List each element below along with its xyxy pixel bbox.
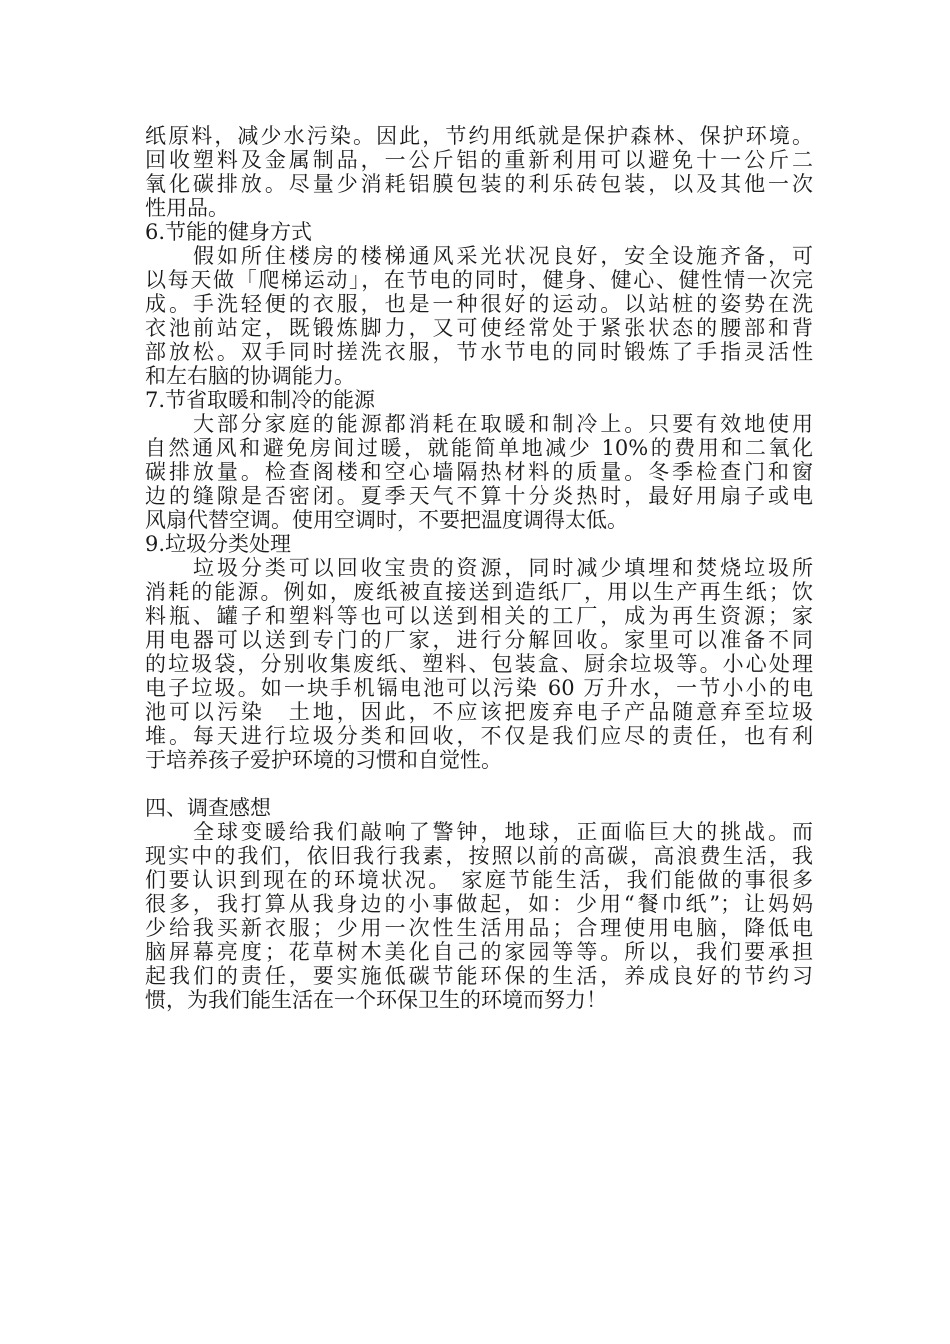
text-line: 现实中的我们，依旧我行我素，按照以前的高碳，高浪费生活，我 — [145, 844, 813, 868]
section-9 — [145, 532, 813, 772]
text-line: 料瓶、罐子和塑料等也可以送到相关的工厂，成为再生资源；家 — [145, 604, 813, 628]
text-line: 池可以污染 土地，因此，不应该把废弃电子产品随意弃至垃圾 — [145, 700, 813, 724]
text-line: 衣池前站定，既锻炼脚力，又可使经常处于紧张状态的腰部和背 — [145, 316, 813, 340]
text-line: 电子垃圾。如一块手机镉电池可以污染 60 万升水，一节小小的电 — [145, 676, 813, 700]
section-heading: 6.节能的健身方式 — [145, 220, 313, 244]
text-line: 以每天做「爬梯运动」，在节电的同时，健身、健心、健性情一次完 — [145, 268, 813, 292]
text-line: 脑屏幕亮度；花草树木美化自己的家园等等。所以，我们要承担 — [145, 940, 813, 964]
text-line: 全球变暖给我们敲响了警钟，地球，正面临巨大的挑战。而 — [193, 820, 813, 844]
text-line: 成。手洗轻便的衣服，也是一种很好的运动。以站桩的姿势在洗 — [145, 292, 813, 316]
section-4 — [145, 796, 813, 1012]
text-line: 性用品。 — [145, 196, 229, 220]
paragraph-spacer — [145, 772, 813, 796]
text-line: 惯，为我们能生活在一个环保卫生的环境而努力！ — [145, 988, 607, 1012]
text-line: 们要认识到现在的环境状况。 家庭节能生活，我们能做的事很多 — [145, 868, 813, 892]
text-line: 假如所住楼房的楼梯通风采光状况良好，安全设施齐备，可 — [193, 244, 813, 268]
text-line: 的垃圾袋，分别收集废纸、塑料、包装盒、厨余垃圾等。小心处理 — [145, 652, 813, 676]
text-line: 用电器可以送到专门的厂家，进行分解回收。家里可以准备不同 — [145, 628, 813, 652]
text-line: 边的缝隙是否密闭。夏季天气不算十分炎热时，最好用扇子或电 — [145, 484, 813, 508]
text-line: 于培养孩子爱护环境的习惯和自觉性。 — [145, 748, 502, 772]
text-line: 和左右脑的协调能力。 — [145, 364, 355, 388]
section-heading: 9.垃圾分类处理 — [145, 532, 292, 556]
text-line: 消耗的能源。例如，废纸被直接送到造纸厂，用以生产再生纸；饮 — [145, 580, 813, 604]
section-heading: 7.节省取暖和制冷的能源 — [145, 388, 376, 412]
intro-paragraph — [145, 124, 813, 220]
section-7 — [145, 388, 813, 532]
text-line: 起我们的责任，要实施低碳节能环保的生活，养成良好的节约习 — [145, 964, 813, 988]
text-line: 大部分家庭的能源都消耗在取暖和制冷上。只要有效地使用 — [193, 412, 813, 436]
document-page — [145, 124, 813, 1012]
text-line: 很多，我打算从我身边的小事做起，如：少用“餐巾纸”；让妈妈 — [145, 892, 813, 916]
text-line: 堆。每天进行垃圾分类和回收，不仅是我们应尽的责任，也有利 — [145, 724, 813, 748]
text-line: 少给我买新衣服；少用一次性生活用品；合理使用电脑，降低电 — [145, 916, 813, 940]
text-line: 碳排放量。检查阁楼和空心墙隔热材料的质量。冬季检查门和窗 — [145, 460, 813, 484]
text-line: 垃圾分类可以回收宝贵的资源，同时减少填埋和焚烧垃圾所 — [193, 556, 813, 580]
text-line: 自然通风和避免房间过暖，就能简单地减少 10%的费用和二氧化 — [145, 436, 813, 460]
text-line: 氧化碳排放。尽量少消耗铝膜包装的利乐砖包装，以及其他一次 — [145, 172, 813, 196]
text-line: 纸原料，减少水污染。因此，节约用纸就是保护森林、保护环境。 — [145, 124, 813, 148]
section-6 — [145, 220, 813, 388]
text-line: 风扇代替空调。使用空调时，不要把温度调得太低。 — [145, 508, 628, 532]
section-heading: 四、调查感想 — [145, 796, 271, 820]
text-line: 回收塑料及金属制品，一公斤铝的重新利用可以避免十一公斤二 — [145, 148, 813, 172]
text-line: 部放松。双手同时搓洗衣服，节水节电的同时锻炼了手指灵活性 — [145, 340, 813, 364]
